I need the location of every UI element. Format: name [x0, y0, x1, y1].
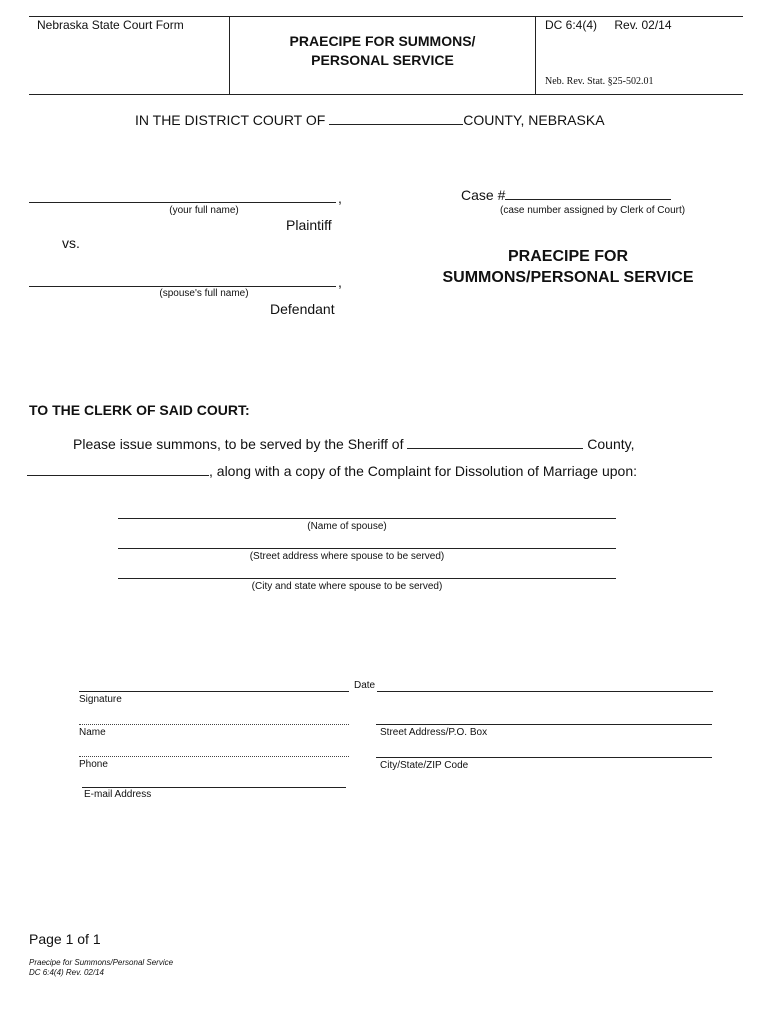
page-number: Page 1 of 1	[29, 931, 101, 947]
date-label: Date	[354, 680, 376, 691]
header-title-line2: PERSONAL SERVICE	[311, 52, 454, 68]
document-title	[420, 246, 716, 288]
defendant-label: Defendant	[270, 301, 335, 317]
spouse-name-line[interactable]	[118, 518, 616, 519]
city-state-zip-label: City/State/ZIP Code	[380, 760, 469, 771]
city-state-zip-line[interactable]	[376, 757, 712, 758]
form-code-header	[545, 18, 672, 32]
defendant-name-line[interactable]	[29, 286, 336, 287]
spouse-name-hint: (Name of spouse)	[307, 521, 387, 532]
footer-form-name: Praecipe for Summons/Personal Service	[29, 958, 174, 967]
plaintiff-label: Plaintiff	[286, 217, 332, 233]
spouse-street-hint: (Street address where spouse to be served)	[249, 551, 445, 562]
county-name-blank[interactable]	[27, 463, 209, 476]
date-line[interactable]	[377, 691, 713, 692]
phone-line[interactable]	[79, 756, 349, 757]
court-suffix: COUNTY, NEBRASKA	[463, 112, 605, 128]
street-label: Street Address/P.O. Box	[380, 727, 488, 738]
form-code: DC 6:4(4)	[545, 18, 598, 32]
para1-start: Please issue summons, to be served by the Sheriff of	[73, 436, 404, 452]
plaintiff-name-line[interactable]	[29, 202, 336, 203]
document-title-line1: PRAECIPE FOR	[507, 248, 628, 265]
street-line[interactable]	[376, 724, 712, 725]
defendant-hint: (spouse's full name)	[159, 288, 249, 299]
county-blank[interactable]	[329, 112, 463, 125]
defendant-comma: ,	[338, 274, 342, 290]
paragraph-line2	[27, 463, 637, 479]
header-title	[230, 32, 535, 70]
plaintiff-hint: (your full name)	[169, 205, 239, 216]
signature-label: Signature	[79, 694, 122, 705]
email-label: E-mail Address	[84, 789, 152, 800]
statute-reference: Neb. Rev. Stat. §25-502.01	[545, 76, 654, 87]
court-prefix: IN THE DISTRICT COURT OF	[135, 112, 326, 128]
sheriff-county-blank[interactable]	[407, 436, 583, 449]
email-line[interactable]	[82, 787, 346, 788]
spouse-city-hint: (City and state where spouse to be served)	[251, 581, 443, 592]
name-line[interactable]	[79, 724, 349, 725]
court-heading	[135, 112, 605, 128]
form-source-label: Nebraska State Court Form	[37, 18, 184, 32]
header-divider-right	[535, 16, 536, 94]
spouse-city-line[interactable]	[118, 578, 616, 579]
para1-end: County,	[587, 436, 635, 452]
document-title-line2: SUMMONS/PERSONAL SERVICE	[442, 269, 694, 286]
salutation: TO THE CLERK OF SAID COURT:	[29, 402, 250, 418]
case-number-blank[interactable]	[505, 187, 671, 200]
versus-label: vs.	[62, 235, 80, 251]
case-label: Case #	[461, 187, 506, 203]
spouse-street-line[interactable]	[118, 548, 616, 549]
name-label: Name	[79, 727, 106, 738]
header-title-line1: PRAECIPE FOR SUMMONS/	[289, 33, 476, 49]
header-top-rule	[29, 16, 743, 17]
paragraph-line1	[73, 436, 634, 452]
plaintiff-comma: ,	[338, 190, 342, 206]
case-number-row	[461, 187, 671, 203]
case-hint: (case number assigned by Clerk of Court)	[500, 205, 686, 216]
signature-line[interactable]	[79, 691, 349, 692]
header-bottom-rule	[29, 94, 743, 95]
para2-end: , along with a copy of the Complaint for Dissolution of Marriage upon:	[209, 463, 638, 479]
revision: Rev. 02/14	[614, 18, 672, 32]
footer-form-code: DC 6:4(4) Rev. 02/14	[29, 968, 104, 977]
phone-label: Phone	[79, 759, 108, 770]
